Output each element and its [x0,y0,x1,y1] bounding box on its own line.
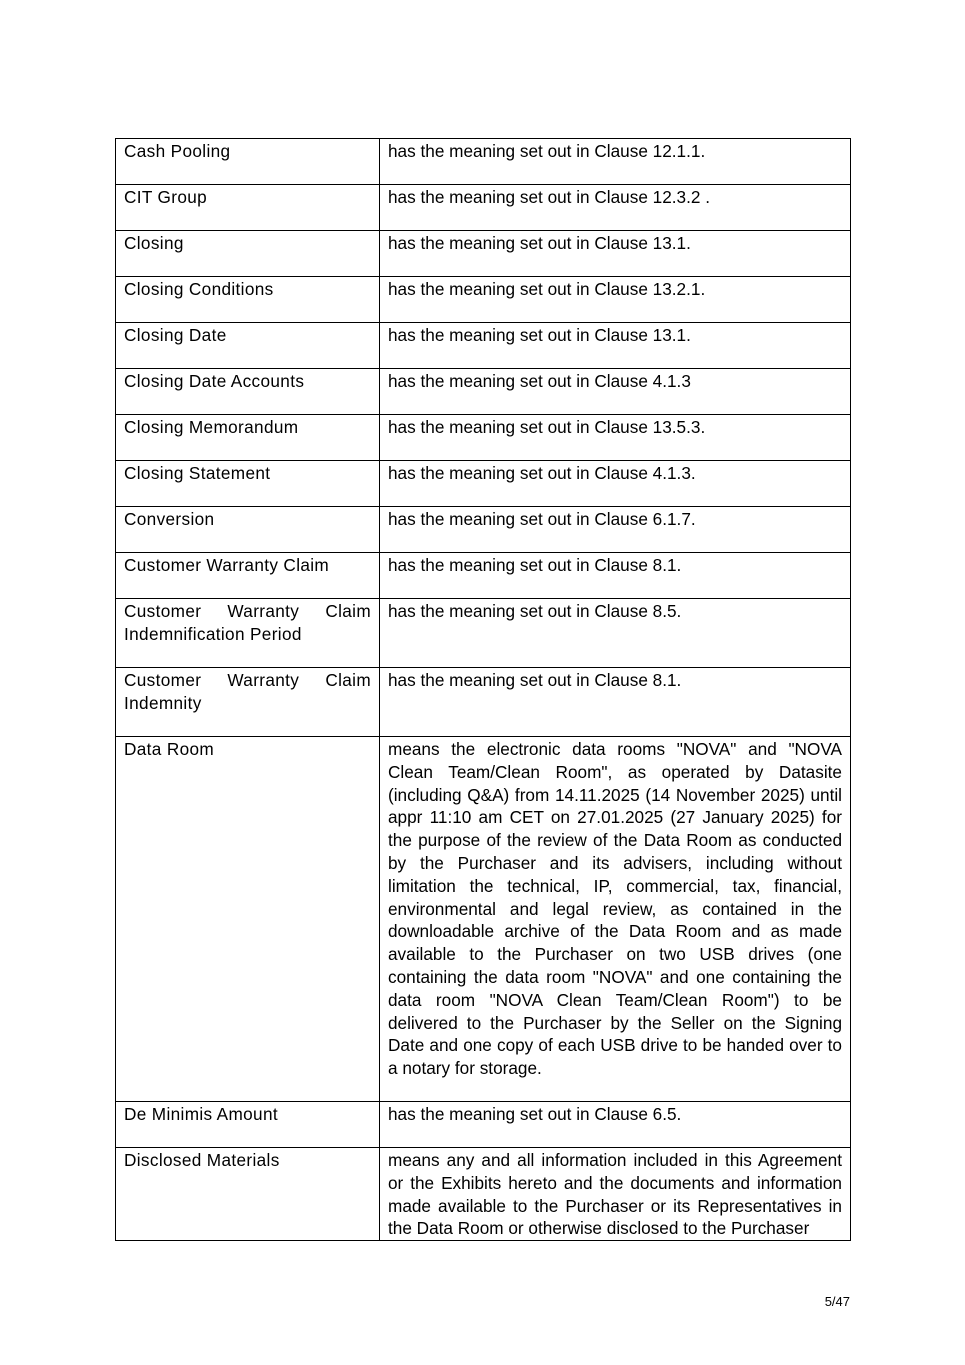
definition-row [116,1148,851,1241]
definition-cell: has the meaning set out in Clause 8.1. [380,668,851,737]
definition-cell: has the meaning set out in Clause 12.1.1. [380,139,851,185]
definition-row [116,323,851,369]
term-cell: Customer Warranty Claim Indemnity [116,668,380,737]
definition-cell: has the meaning set out in Clause 4.1.3. [380,461,851,507]
definition-cell: has the meaning set out in Clause 13.1. [380,231,851,277]
definition-row [116,185,851,231]
definition-cell: has the meaning set out in Clause 13.5.3. [380,415,851,461]
definition-cell: has the meaning set out in Clause 6.1.7. [380,507,851,553]
definition-cell: has the meaning set out in Clause 6.5. [380,1102,851,1148]
term-cell: Closing Date Accounts [116,369,380,415]
definition-row [116,461,851,507]
definition-cell: has the meaning set out in Clause 12.3.2 . [380,185,851,231]
definition-cell: has the meaning set out in Clause 8.5. [380,599,851,668]
definition-row [116,507,851,553]
term-cell: Cash Pooling [116,139,380,185]
definition-row [116,231,851,277]
definition-cell: means any and all information included in this Agreement or the Exhibits hereto and the documents and information made available to the Purchaser or its Representatives in the Data Room or otherwise disclosed to the Purchaser [380,1148,851,1241]
definition-row [116,737,851,1102]
term-cell: CIT Group [116,185,380,231]
page-number: 5/47 [824,1294,850,1309]
term-cell: Customer Warranty Claim [116,553,380,599]
definition-cell: has the meaning set out in Clause 8.1. [380,553,851,599]
definitions-table [115,138,851,1241]
definition-row [116,1102,851,1148]
term-cell: Closing Conditions [116,277,380,323]
definition-row [116,553,851,599]
term-cell: Conversion [116,507,380,553]
term-cell: Data Room [116,737,380,1102]
term-cell: Customer Warranty Claim Indemnification Period [116,599,380,668]
term-cell: De Minimis Amount [116,1102,380,1148]
definition-row [116,668,851,737]
term-cell: Closing [116,231,380,277]
definition-cell: has the meaning set out in Clause 13.2.1. [380,277,851,323]
definition-cell: has the meaning set out in Clause 4.1.3 [380,369,851,415]
definition-cell: has the meaning set out in Clause 13.1. [380,323,851,369]
definition-row [116,369,851,415]
term-cell: Closing Statement [116,461,380,507]
definition-row [116,277,851,323]
definition-row [116,599,851,668]
definition-row [116,139,851,185]
term-cell: Closing Date [116,323,380,369]
definition-cell: means the electronic data rooms "NOVA" and "NOVA Clean Team/Clean Room", as operated by Datasite (including Q&A) from 14.11.2025 (14 November 2025) until appr 11:10 am CET on 27.01.2025 (27 January 2025) for the purpose of the review of the Data Room as conducted by the Purchaser and its advisers, including without limitation the technical, IP, commercial, tax, financial, environmental and legal review, as contained in the downloadable archive of the Data Room and as made available to the Purchaser on two USB drives (one containing the data room "NOVA" and one containing the data room "NOVA Clean Team/Clean Room") to be delivered to the Purchaser by the Seller on the Signing Date and one copy of each USB drive to be handed over to a notary for storage. [380,737,851,1102]
definition-row [116,415,851,461]
term-cell: Disclosed Materials [116,1148,380,1241]
term-cell: Closing Memorandum [116,415,380,461]
